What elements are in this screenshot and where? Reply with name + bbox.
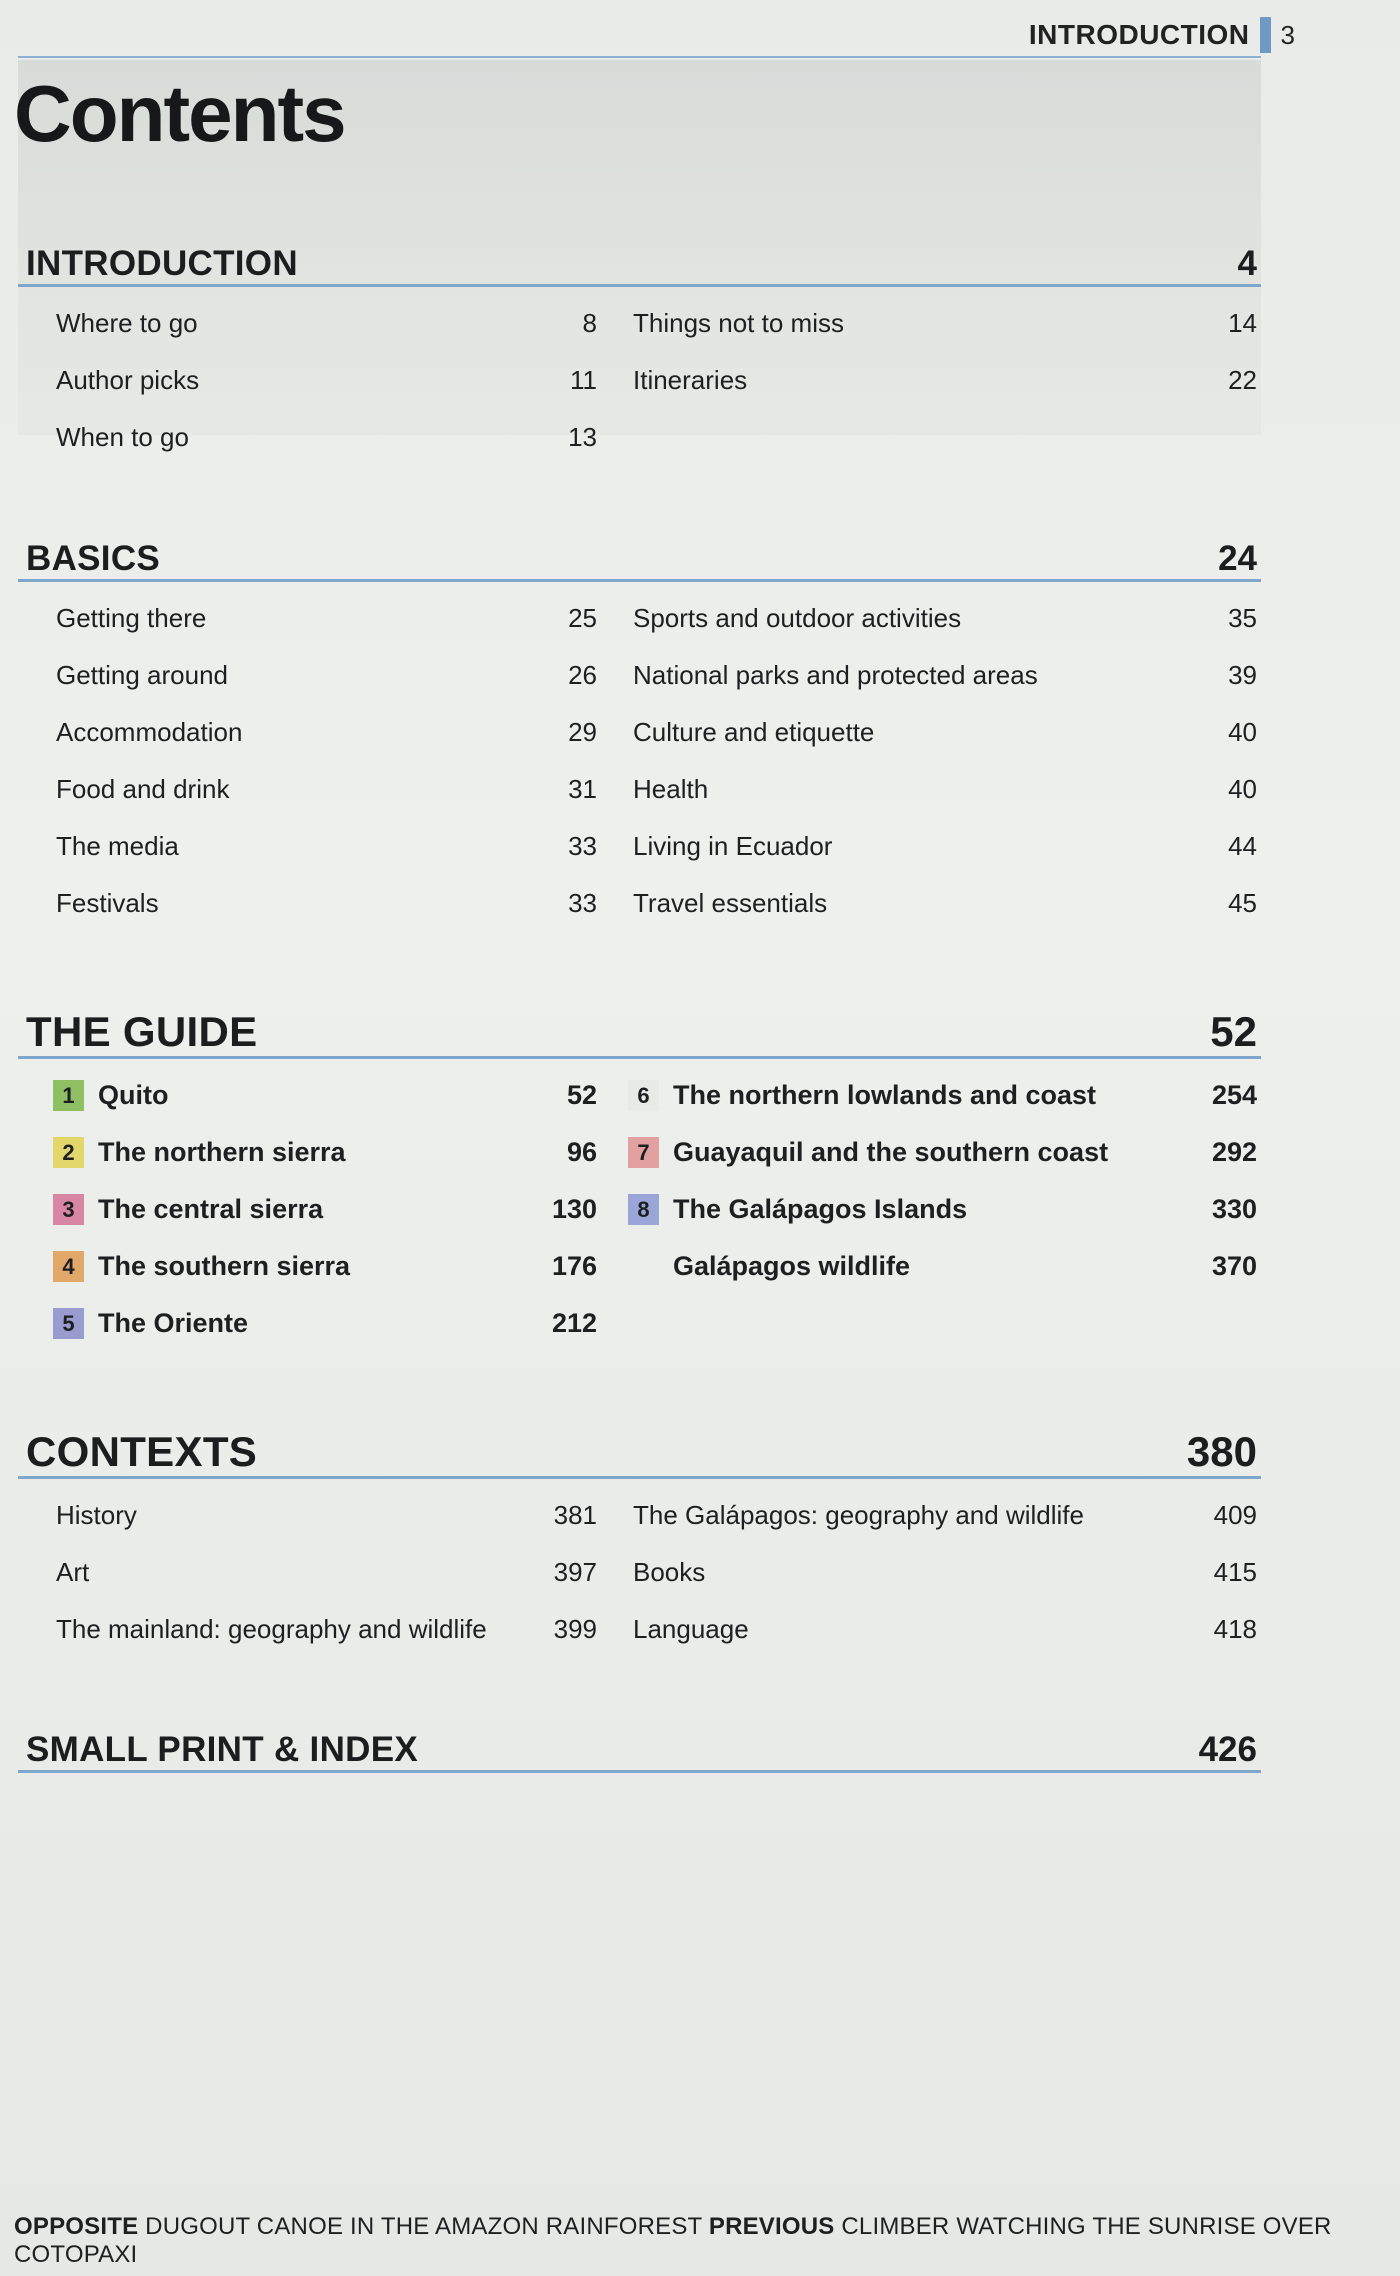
toc-entry-label-wrap [633,308,844,339]
toc-entry-label-wrap [53,1080,168,1111]
right-column [597,295,1261,466]
toc-entry[interactable] [628,1067,1261,1124]
toc-entry-label: The Galápagos: geography and wildlife [633,1500,1084,1530]
toc-entry-label: The mainland: geography and wildlife [56,1614,487,1644]
toc-entry[interactable] [633,875,1261,932]
toc-entry-label-wrap [53,1194,323,1225]
toc-entry-page: 176 [551,1251,597,1281]
toc-entry-label: Getting around [56,660,229,690]
toc-entry-label-wrap [633,831,832,862]
photo-caption [14,2213,1400,2269]
section-page: 24 [1218,539,1257,578]
section-introduction [18,232,1261,466]
running-header [1029,14,1295,56]
section-guide [18,1004,1261,1352]
toc-entry-page: 29 [568,717,597,747]
toc-entry-page: 370 [1211,1251,1257,1281]
toc-entry-label-wrap [56,774,229,805]
toc-entry[interactable] [56,295,597,352]
toc-entry-label: The media [56,831,179,861]
toc-entry[interactable] [633,590,1261,647]
toc-entry[interactable] [56,1487,597,1544]
toc-entry-label: Living in Ecuador [633,831,833,861]
toc-entry-label-wrap [53,1251,350,1282]
toc-entry-label: Festivals [56,888,159,918]
chapter-number-chip: 5 [53,1308,84,1339]
toc-entry-page: 40 [1228,774,1257,804]
toc-entry[interactable] [633,295,1261,352]
chapter-number-chip [628,1251,659,1282]
toc-entry-page: 254 [1211,1080,1257,1110]
toc-entry-page: 130 [551,1194,597,1224]
toc-entry-label: The northern sierra [98,1137,346,1167]
toc-entry-label-wrap [633,717,874,748]
toc-entry[interactable] [56,818,597,875]
toc-entry-page: 14 [1228,308,1257,338]
chapter-number-chip: 1 [53,1080,84,1111]
toc-entry-label-wrap [56,603,206,634]
toc-entry-label-wrap [628,1194,967,1225]
toc-entry-label-wrap [628,1137,1108,1168]
left-column [18,590,597,932]
toc-entry-label: Author picks [56,365,200,395]
toc-entry-label: History [56,1500,137,1530]
section-page: 380 [1186,1428,1257,1475]
toc-entry-label: Travel essentials [633,888,828,918]
toc-entry-label: Culture and etiquette [633,717,875,747]
toc-entry[interactable] [53,1067,597,1124]
header-page-number: 3 [1280,19,1295,50]
toc-entry-label-wrap [633,1614,749,1645]
toc-entry-label: The central sierra [98,1194,324,1224]
toc-entry-page: 8 [582,308,597,338]
toc-entry-label-wrap [56,717,242,748]
toc-entry-page: 25 [568,603,597,633]
toc-entry-label-wrap [56,1557,89,1588]
toc-entry-label: Books [633,1557,706,1587]
page-title: Contents [14,69,345,158]
toc-entry-page: 381 [553,1500,597,1530]
section-page: 52 [1210,1008,1257,1055]
toc-entry-page: 39 [1228,660,1257,690]
toc-entry-page: 212 [551,1308,597,1338]
toc-entry[interactable] [56,647,597,704]
toc-entry-page: 399 [553,1614,597,1644]
section-heading [18,232,1261,287]
toc-entry-label-wrap [633,660,1038,691]
toc-entry-label: Galápagos wildlife [673,1251,911,1281]
toc-entry-page: 52 [566,1080,597,1110]
toc-entry-page: 397 [553,1557,597,1587]
toc-entry-label: Guayaquil and the southern coast [673,1137,1109,1167]
toc-entry[interactable] [56,1544,597,1601]
left-column [18,295,597,466]
toc-entry-label: Food and drink [56,774,230,804]
toc-entry-label-wrap [633,365,747,396]
toc-entry[interactable] [53,1238,597,1295]
toc-entry-page: 45 [1228,888,1257,918]
toc-entry-label: Things not to miss [633,308,844,338]
toc-entry[interactable] [56,352,597,409]
toc-entry[interactable] [56,704,597,761]
section-name: BASICS [26,539,161,578]
toc-entry-label: Language [633,1614,749,1644]
section-heading [18,1424,1261,1479]
toc-entry-label: The Galápagos Islands [673,1194,968,1224]
section-name: THE GUIDE [26,1008,258,1055]
caption-previous-label: PREVIOUS [708,2213,835,2240]
toc-entry[interactable] [53,1181,597,1238]
toc-entry[interactable] [633,1544,1261,1601]
chapter-number-chip: 8 [628,1194,659,1225]
toc-entry-label-wrap [56,660,228,691]
toc-entry-label: Getting there [56,603,207,633]
toc-entry-label-wrap [56,365,199,396]
caption-opposite-text: DUGOUT CANOE IN THE AMAZON RAINFOREST [145,2213,702,2240]
section-heading [18,1718,1261,1773]
toc-entry-page: 40 [1228,717,1257,747]
chapter-number-chip: 3 [53,1194,84,1225]
toc-entry-label-wrap [633,888,827,919]
toc-entry-label: Sports and outdoor activities [633,603,962,633]
left-column [18,1067,597,1352]
toc-entry-label-wrap [53,1137,346,1168]
header-section: INTRODUCTION [1028,19,1250,50]
toc-entry-page: 409 [1213,1500,1257,1530]
toc-entry-label-wrap [56,308,198,339]
toc-entry-label: National parks and protected areas [633,660,1038,690]
chapter-number-chip: 7 [628,1137,659,1168]
toc-entry[interactable] [633,704,1261,761]
toc-entry-page: 22 [1228,365,1257,395]
toc-entry-label-wrap [56,422,189,453]
toc-entry[interactable] [56,875,597,932]
toc-entry-label: The Oriente [98,1308,249,1338]
toc-entry-page: 33 [568,888,597,918]
section-name: CONTEXTS [26,1428,258,1475]
toc-entry-label-wrap [628,1080,1096,1111]
toc-entry[interactable] [633,647,1261,704]
toc-entry-label-wrap [53,1308,248,1339]
toc-entry-label: Quito [98,1080,169,1110]
toc-entry-label-wrap [633,774,708,805]
toc-entry-page: 330 [1211,1194,1257,1224]
toc-entry-label: Health [633,774,709,804]
chapter-number-chip: 6 [628,1080,659,1111]
caption-previous-text: CLIMBER WATCHING THE SUNRISE OVER COTOPAXI [14,2213,1332,2268]
toc-entry-label: Where to go [56,308,198,338]
header-rule [18,56,1261,58]
caption-opposite-label: OPPOSITE [14,2213,139,2240]
toc-entry-page: 44 [1228,831,1257,861]
chapter-number-chip: 2 [53,1137,84,1168]
toc-entry[interactable] [56,590,597,647]
toc-entry[interactable] [628,1124,1261,1181]
toc-entry[interactable] [53,1124,597,1181]
toc-entry[interactable] [56,409,597,466]
section-small-print [18,1718,1261,1773]
toc-entry-label: Itineraries [633,365,748,395]
toc-entry-label-wrap [628,1251,910,1282]
toc-entry-page: 415 [1213,1557,1257,1587]
toc-entry-label-wrap [56,1500,137,1531]
toc-entry[interactable] [633,1487,1261,1544]
toc-entry-page: 418 [1213,1614,1257,1644]
toc-entry-label: Accommodation [56,717,243,747]
section-name: INTRODUCTION [26,244,298,283]
section-heading [18,1004,1261,1059]
toc-entry[interactable] [53,1295,597,1352]
toc-entry-label-wrap [633,1500,1084,1531]
toc-entry-label-wrap [56,1614,487,1645]
section-page: 4 [1237,244,1257,283]
toc-entry[interactable] [628,1238,1261,1295]
toc-entry-page: 35 [1228,603,1257,633]
toc-entry-label: The southern sierra [98,1251,351,1281]
toc-entry[interactable] [633,818,1261,875]
toc-entry-page: 33 [568,831,597,861]
section-heading [18,527,1261,582]
toc-entry[interactable] [633,1601,1261,1658]
section-basics [18,527,1261,932]
section-name: SMALL PRINT & INDEX [26,1730,419,1769]
toc-entry[interactable] [633,352,1261,409]
right-column [597,1487,1261,1658]
toc-entry[interactable] [633,761,1261,818]
toc-entry[interactable] [56,761,597,818]
section-page: 426 [1198,1730,1257,1769]
header-accent-bar [1260,17,1271,53]
toc-entry-page: 31 [568,774,597,804]
toc-entry-label-wrap [633,1557,705,1588]
section-contexts [18,1424,1261,1658]
toc-entry-page: 292 [1211,1137,1257,1167]
toc-entry-label-wrap [633,603,961,634]
right-column [597,1067,1261,1352]
toc-entry-page: 96 [566,1137,597,1167]
toc-entry-page: 13 [568,422,597,452]
toc-entry-label-wrap [56,831,179,862]
toc-entry-page: 11 [570,365,597,395]
left-column [18,1487,597,1658]
toc-entry[interactable] [628,1181,1261,1238]
toc-entry-page: 26 [568,660,597,690]
toc-entry-label: When to go [56,422,189,452]
right-column [597,590,1261,932]
toc-entry-label-wrap [56,888,159,919]
toc-entry-label: Art [56,1557,90,1587]
toc-entry[interactable] [56,1601,597,1658]
toc-entry-label: The northern lowlands and coast [673,1080,1097,1110]
chapter-number-chip: 4 [53,1251,84,1282]
